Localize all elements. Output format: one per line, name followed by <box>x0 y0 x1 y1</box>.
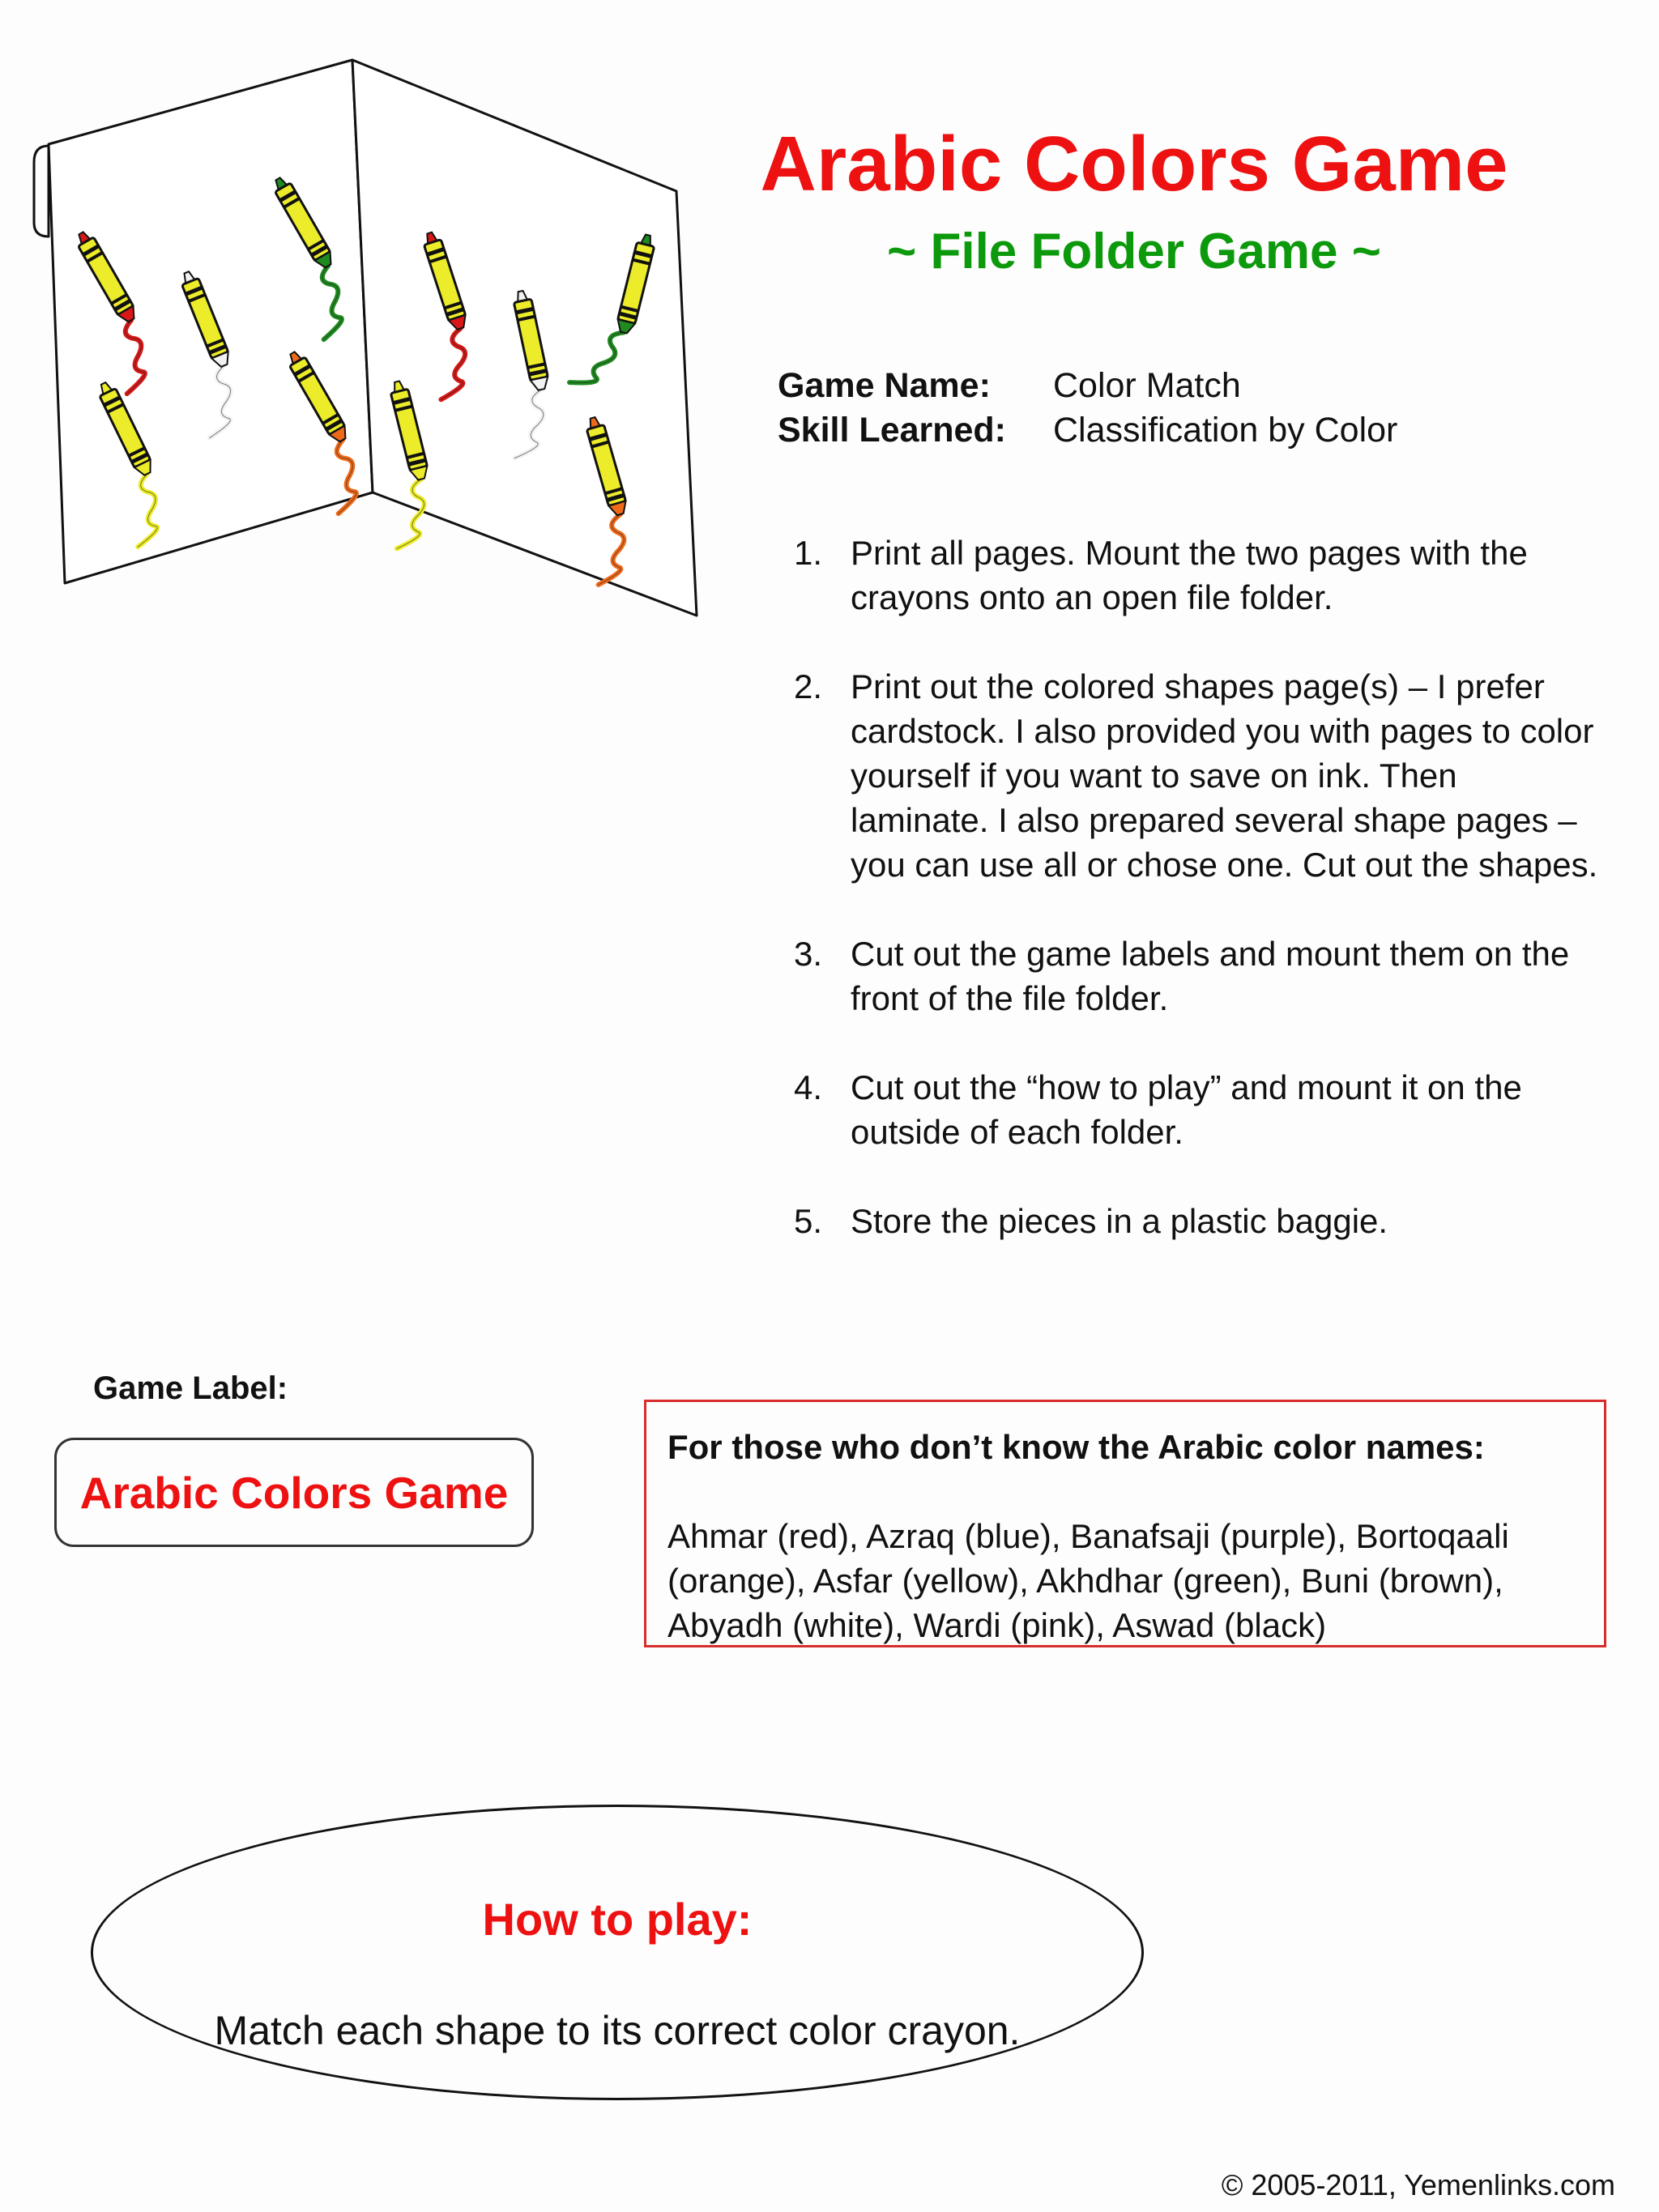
game-label-box <box>54 1438 534 1547</box>
how-to-play-oval <box>91 1805 1144 2100</box>
instruction-step <box>794 664 1604 887</box>
instructions-list <box>794 531 1604 1288</box>
instruction-step <box>794 1065 1604 1154</box>
arabic-color-names-text: Ahmar (red), Azraq (blue), Banafsaji (purple), Bortoqaali (orange), Asfar (yellow), Akhdhar (green), Buni (brown), Abyadh (white), Wardi (pink), Aswad (black) <box>667 1517 1509 1644</box>
instruction-step <box>794 1199 1604 1243</box>
skill-learned-value: Classification by Color <box>1053 411 1398 450</box>
step-number: 1. <box>794 534 823 572</box>
instruction-step <box>794 931 1604 1021</box>
arabic-color-names-heading: For those who don’t know the Arabic color names: <box>667 1428 1485 1466</box>
skill-learned-label: Skill Learned: <box>778 411 1006 450</box>
step-text: Cut out the game labels and mount them on the front of the file folder. <box>851 935 1570 1017</box>
game-name-label: Game Name: <box>778 366 991 405</box>
step-text: Print out the colored shapes page(s) – I prefer cardstock. I also provided you with pages to color yourself if you want to save on ink. Then laminate. I also prepared several shape pages – you can use all or chose one. Cut out the shapes. <box>851 667 1598 884</box>
step-text: Print all pages. Mount the two pages with the crayons onto an open file folder. <box>851 534 1528 616</box>
arabic-color-names-box <box>644 1400 1606 1647</box>
folder-tab <box>34 146 49 237</box>
how-to-play-text: Match each shape to its correct color crayon. <box>214 2008 1021 2053</box>
copyright-footer: © 2005-2011, Yemenlinks.com <box>1221 2168 1615 2201</box>
game-label-heading: Game Label: <box>93 1370 288 1406</box>
step-number: 3. <box>794 935 823 973</box>
step-text: Store the pieces in a plastic baggie. <box>851 1202 1388 1240</box>
step-number: 4. <box>794 1068 823 1106</box>
page-subtitle: ~ File Folder Game ~ <box>887 224 1381 279</box>
skill-learned-row <box>778 413 1397 448</box>
game-name-row <box>778 366 1241 405</box>
page-title: Arabic Colors Game <box>760 121 1508 207</box>
file-folder-illustration <box>24 49 705 632</box>
instruction-step <box>794 531 1604 620</box>
game-label-text: Arabic Colors Game <box>79 1467 509 1518</box>
step-number: 5. <box>794 1202 823 1240</box>
step-number: 2. <box>794 667 823 705</box>
how-to-play-heading: How to play: <box>482 1894 753 1945</box>
step-text: Cut out the “how to play” and mount it on the outside of each folder. <box>851 1068 1522 1151</box>
game-name-value: Color Match <box>1053 366 1241 405</box>
